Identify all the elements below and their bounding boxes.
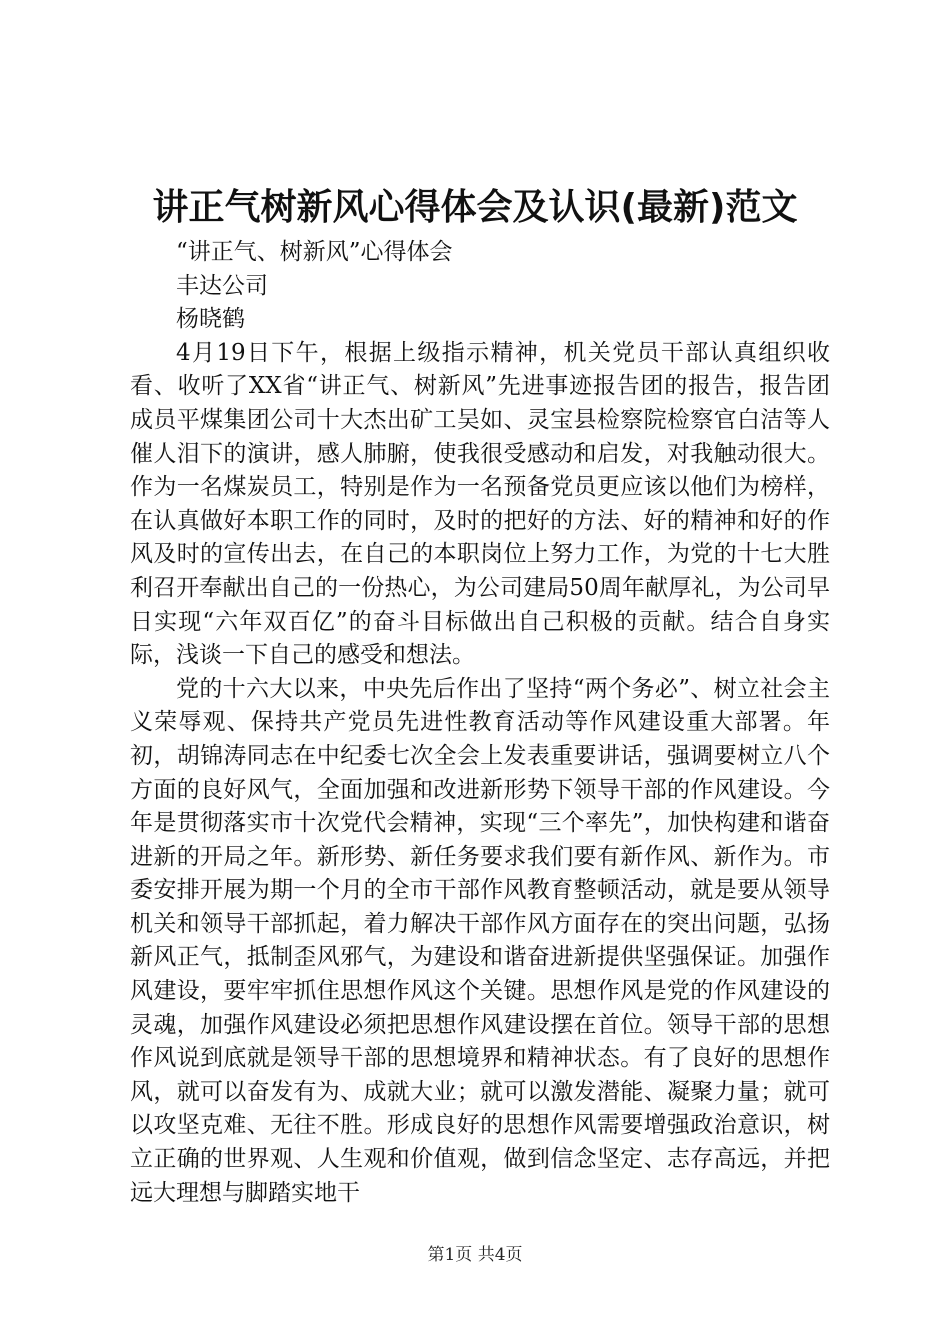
body-paragraph-1: 4月19日下午，根据上级指示精神，机关党员干部认真组织收看、收听了XX省“讲正气、树新风”先进事迹报告团的报告，报告团成员平煤集团公司十大杰出矿工吴如、灵宝县检察院检察官白洁等人催人泪下的演讲，感人肺腑，使我很受感动和启发，对我触动很大。作为一名煤炭员工，特别是作为一名预备党员更应该以他们为榜样，在认真做好本职工作的同时，及时的把好的方法、好的精神和好的作风及时的宣传出去，在自己的本职岗位上努力工作，为党的十七大胜利召开奉献出自己的一份热心，为公司建局50周年献厚礼，为公司早日实现“六年双百亿”的奋斗目标做出自己积极的贡献。结合自身实际，浅谈一下自己的感受和想法。 — [130, 339, 830, 669]
organization-name: 丰达公司 — [176, 272, 268, 299]
body-paragraph-2: 党的十六大以来，中央先后作出了坚持“两个务必”、树立社会主义荣辱观、保持共产党员先进性教育活动等作风建设重大部署。年初，胡锦涛同志在中纪委七次全会上发表重要讲话，强调要树立八个方面的良好风气，全面加强和改进新形势下领导干部的作风建设。今年是贯彻落实市十次党代会精神，实现“三个率先”，加快构建和谐奋进新的开局之年。新形势、新任务要求我们要有新作风、新作为。市委安排开展为期一个月的全市干部作风教育整顿活动，就是要从领导机关和领导干部抓起，着力解决干部作风方面存在的突出问题，弘扬新风正气，抵制歪风邪气，为建设和谐奋进新提供坚强保证。加强作风建设，要牢牢抓住思想作风这个关键。思想作风是党的作风建设的灵魂，加强作风建设必须把思想作风建设摆在首位。领导干部的思想作风说到底就是领导干部的思想境界和精神状态。有了良好的思想作风，就可以奋发有为、成就大业；就可以激发潜能、凝聚力量；就可以攻坚克难、无往不胜。形成良好的思想作风需要增强政治意识，树立正确的世界观、人生观和价值观，做到信念坚定、志存高远，并把远大理想与脚踏实地干 — [130, 675, 830, 1206]
document-subtitle: “讲正气、树新风”心得体会 — [176, 239, 453, 265]
page-footer: 第1页 共4页 — [427, 1245, 523, 1265]
document-body — [130, 236, 830, 1210]
document-title: 讲正气树新风心得体会及认识(最新)范文 — [152, 187, 798, 228]
author-name: 杨晓鹤 — [176, 306, 245, 333]
